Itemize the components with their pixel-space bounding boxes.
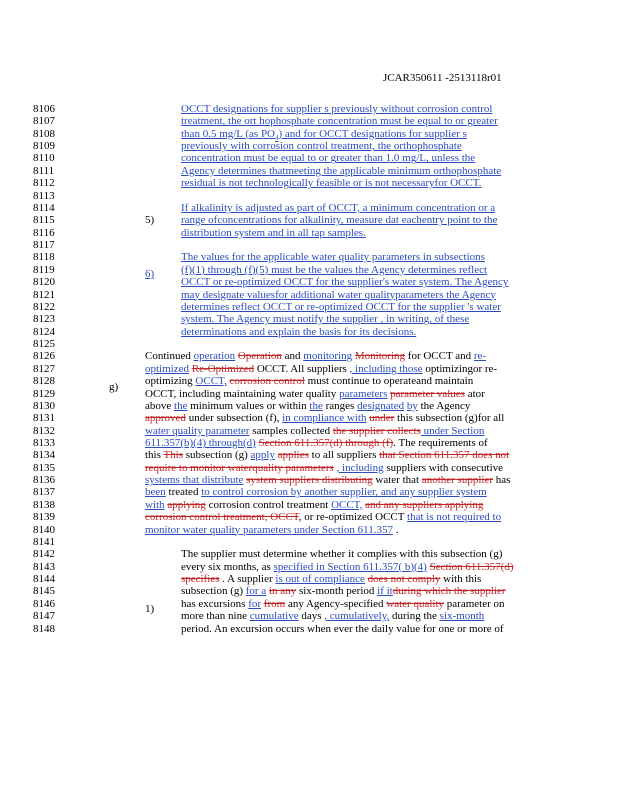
deleted-text: corrosion control <box>229 375 305 388</box>
text-line <box>181 623 504 635</box>
line-number: 8127 <box>33 362 55 375</box>
text-line <box>145 437 488 449</box>
deleted-text: require to monitor waterquality parameters <box>145 461 334 474</box>
text-line <box>181 202 495 214</box>
inserted-text: may designate valuesfor additional water qualityparameters the Agency <box>181 288 496 301</box>
line-number: 8108 <box>33 127 55 140</box>
inserted-text: by <box>406 399 418 412</box>
text-segment: parameter on <box>444 597 505 610</box>
line-number: 8129 <box>33 387 55 400</box>
text-segment: water that <box>372 474 422 487</box>
line-number: 8124 <box>33 325 55 338</box>
text-segment: any Agency-specified <box>285 597 387 610</box>
text-segment: more than nine <box>181 610 250 623</box>
text-line <box>145 363 497 375</box>
line-number: 8142 <box>33 548 55 561</box>
text-line <box>145 474 510 486</box>
inserted-text: if it <box>377 585 393 598</box>
inserted-text: that is not required to <box>407 511 502 524</box>
inserted-text: determines reflect OCCT or re-optimized OCCT for the supplier 's water <box>181 300 501 313</box>
text-segment: optimizingor re- <box>422 362 498 375</box>
text-segment: to all suppliers <box>308 449 380 462</box>
inserted-text: systems that distribute <box>145 474 244 487</box>
inserted-text: If alkalinity is adjusted as part of OCCT, a minimum concentration or a <box>181 201 496 214</box>
inserted-text: 4 <box>275 133 279 142</box>
text-line <box>145 449 509 461</box>
inserted-text: monitoring <box>303 350 353 363</box>
text-line <box>145 400 470 412</box>
inserted-text: Agency determines thatmeeting the applicable minimum orthophosphate <box>181 164 502 177</box>
text-line <box>181 548 502 560</box>
text-line <box>181 152 475 164</box>
deleted-text: another supplier <box>421 474 494 487</box>
deleted-text: during which the supplier <box>392 585 506 598</box>
deleted-text: in any <box>268 585 297 598</box>
inserted-text: cumulative <box>249 610 299 623</box>
text-line <box>181 214 497 226</box>
line-number: 8115 <box>33 214 55 227</box>
text-segment: under subsection (f), <box>185 412 283 425</box>
deleted-text: corrosion control treatment, OCCT <box>145 511 299 524</box>
inserted-text: apply <box>250 449 275 462</box>
deleted-text: This <box>163 449 184 462</box>
line-number: 8148 <box>33 622 55 635</box>
inserted-text: OCCT, <box>331 498 363 511</box>
inserted-text: been <box>145 486 166 499</box>
text-line <box>145 412 504 424</box>
text-segment: during the <box>389 610 440 623</box>
item-label-g: g) <box>109 381 119 393</box>
line-number: 8107 <box>33 115 55 128</box>
text-segment: minimum values or within <box>187 399 310 412</box>
line-number: 8114 <box>33 201 55 214</box>
inserted-text: in compliance with <box>282 412 367 425</box>
deleted-text: and any suppliers applying <box>365 498 484 511</box>
text-line <box>145 511 501 523</box>
line-number: 8144 <box>33 573 55 586</box>
inserted-text: OCCT, <box>195 375 227 388</box>
document-id-header: JCAR350611 -2513118r01 <box>383 72 502 84</box>
inserted-text: specified in Section 611.357( b)(4) <box>273 560 427 573</box>
text-line <box>181 251 485 263</box>
line-number: 8132 <box>33 424 55 437</box>
inserted-text: ) and for OCCT designations for supplier s <box>278 127 467 140</box>
line-number: 8131 <box>33 412 55 425</box>
inserted-text: previously with corrosion control treatment, the orthophosphate <box>181 140 462 153</box>
inserted-text: , including <box>336 461 384 474</box>
text-line <box>181 177 481 189</box>
line-number: 8112 <box>33 177 55 190</box>
text-segment: this <box>145 449 164 462</box>
text-line <box>181 264 487 276</box>
line-number: 8125 <box>33 338 55 351</box>
text-segment: OCCT, including maintaining water quality <box>145 387 340 400</box>
text-segment: every six months, as <box>181 560 274 573</box>
line-number: 8109 <box>33 140 55 153</box>
text-segment: . <box>392 523 399 536</box>
inserted-text: distribution system and in all tap samples. <box>181 226 366 239</box>
line-number: 8119 <box>33 263 55 276</box>
text-line <box>181 140 462 152</box>
deleted-text: Re-Optimized <box>191 362 255 375</box>
inserted-text: six-month <box>439 610 485 623</box>
line-number: 8133 <box>33 436 55 449</box>
text-segment: has excursions <box>181 597 249 610</box>
deleted-text: the supplier collects <box>332 424 421 437</box>
line-number: 8130 <box>33 399 55 412</box>
line-number: 8120 <box>33 276 55 289</box>
text-line <box>181 598 505 610</box>
inserted-text: , cumulatively, <box>324 610 390 623</box>
text-line <box>145 524 398 536</box>
text-line <box>181 165 501 177</box>
inserted-text: water quality parameter <box>145 424 250 437</box>
text-segment: corrosion control treatment <box>205 498 332 511</box>
text-segment: subsection (g) <box>183 449 251 462</box>
deleted-text: applying <box>167 498 206 511</box>
deleted-text: that Section 611.357 does not <box>379 449 510 462</box>
inserted-text: OCCT designations for supplier s previously without corrosion control <box>181 103 493 115</box>
line-number: 8118 <box>33 251 55 264</box>
inserted-text: designated <box>357 399 405 412</box>
inserted-text: (f)(1) through (f)(5) must be the values the Agency determines reflect <box>181 263 488 276</box>
item-label-6: 6) <box>145 268 155 280</box>
deleted-text: from <box>263 597 286 610</box>
text-segment: treated <box>165 486 202 499</box>
line-number: 8147 <box>33 610 55 623</box>
inserted-text: system. The Agency must notify the supplier , in writing, of these <box>181 313 470 326</box>
inserted-text: The values for the applicable water quality parameters in subsections <box>181 251 485 264</box>
text-line <box>145 499 483 511</box>
inserted-text: the <box>174 399 188 412</box>
line-number: 8122 <box>33 300 55 313</box>
text-line <box>181 301 501 313</box>
deleted-text: under <box>369 412 395 425</box>
text-line <box>181 610 484 622</box>
line-number: 8134 <box>33 449 55 462</box>
line-number: 8111 <box>33 164 55 177</box>
line-number: 8145 <box>33 585 55 598</box>
text-segment: for OCCT and <box>405 350 474 363</box>
text-line <box>145 425 484 437</box>
inserted-text: under Section <box>420 424 485 437</box>
text-segment: suppliers with consecutive <box>383 461 504 474</box>
deleted-text: applies <box>277 449 309 462</box>
inserted-text: , including those <box>349 362 423 375</box>
line-number: 8140 <box>33 523 55 536</box>
item-label-5: 5) <box>145 214 155 226</box>
text-line <box>145 350 486 362</box>
line-number: 8137 <box>33 486 55 499</box>
line-number: 8138 <box>33 498 55 511</box>
text-line <box>181 276 508 288</box>
text-segment: , or re-optimized OCCT <box>298 511 408 524</box>
text-line <box>181 227 366 239</box>
line-number: 8116 <box>33 226 55 239</box>
text-segment: ranges <box>322 399 358 412</box>
deleted-text: parameter values <box>390 387 465 400</box>
inserted-text: to control corrosion by another supplier, and any supplier system <box>201 486 487 499</box>
deleted-text: Section 611.357(d) through (f) <box>258 436 394 449</box>
inserted-text: is out of compliance <box>275 573 365 586</box>
text-line <box>181 103 492 115</box>
line-number: 8143 <box>33 560 55 573</box>
text-segment: samples collected <box>249 424 333 437</box>
text-segment: with this <box>440 573 482 586</box>
line-number: 8141 <box>33 535 55 548</box>
text-line <box>181 313 469 325</box>
deleted-text: Operation <box>237 350 282 363</box>
deleted-text: approved <box>145 412 186 425</box>
deleted-text: Section 611.357(d) <box>429 560 514 573</box>
item-label-1: 1) <box>145 603 155 615</box>
inserted-text: optimized <box>145 362 189 375</box>
line-number: 8136 <box>33 474 55 487</box>
text-segment: The supplier must determine whether it complies with this subsection (g) <box>181 548 503 561</box>
text-segment: . A supplier <box>219 573 276 586</box>
text-segment: days <box>298 610 325 623</box>
text-segment: period. An excursion occurs when ever the daily value for one or more of <box>181 622 504 635</box>
text-line <box>181 573 481 585</box>
line-number: 8139 <box>33 511 55 524</box>
inserted-text: range ofconcentrations for alkalinity, measure dat eachentry point to the <box>181 214 498 227</box>
inserted-text: monitor water quality parameters under Section 611.357 <box>145 523 393 536</box>
line-number: 8123 <box>33 313 55 326</box>
text-line <box>145 388 485 400</box>
line-number: 8113 <box>33 189 55 202</box>
line-number: 8126 <box>33 350 55 363</box>
text-segment: subsection (g) <box>181 585 246 598</box>
deleted-text: specifies <box>181 573 220 586</box>
text-segment: has <box>493 474 511 487</box>
text-segment: must continue to operateand maintain <box>304 375 474 388</box>
text-segment: ator <box>464 387 485 400</box>
line-number: 8110 <box>33 152 55 165</box>
inserted-text: operation <box>193 350 236 363</box>
inserted-text: 611.357(b)(4) through(d) <box>145 436 256 449</box>
text-segment: Continued <box>145 350 194 363</box>
inserted-text: re- <box>473 350 487 363</box>
inserted-text: for <box>248 597 262 610</box>
inserted-text: concentration must be equal to or greater than 1.0 mg/L, unless the <box>181 152 476 165</box>
line-number: 8121 <box>33 288 55 301</box>
inserted-text: for a <box>245 585 267 598</box>
line-number: 8117 <box>33 239 55 252</box>
text-line <box>181 289 496 301</box>
inserted-text: with <box>145 498 165 511</box>
inserted-text: determinations and explain the basis for its decisions. <box>181 325 417 338</box>
inserted-text: residual is not technologically feasible or is not necessaryfor OCCT. <box>181 177 482 190</box>
text-segment: six-month period <box>296 585 378 598</box>
deleted-text: system suppliers distributing <box>246 474 373 487</box>
text-segment: optimizing <box>145 375 196 388</box>
inserted-text: the <box>309 399 323 412</box>
text-line <box>181 326 416 338</box>
text-line <box>145 486 487 498</box>
deleted-text: water quality <box>386 597 445 610</box>
line-number: 8146 <box>33 597 55 610</box>
text-segment: and <box>281 350 304 363</box>
text-line <box>145 375 473 387</box>
text-segment: above <box>145 399 175 412</box>
line-number: 8135 <box>33 461 55 474</box>
text-segment: . The requirements of <box>393 436 488 449</box>
inserted-text: parameters <box>339 387 388 400</box>
text-line <box>145 462 503 474</box>
deleted-text: does not comply <box>367 573 441 586</box>
text-segment: OCCT. All suppliers <box>254 362 350 375</box>
inserted-text: treatment, the ort hophosphate concentration must be equal to or greater <box>181 115 498 128</box>
text-line <box>181 585 505 597</box>
text-line <box>181 561 514 573</box>
deleted-text: Monitoring <box>354 350 406 363</box>
line-number: 8106 <box>33 103 55 115</box>
text-segment: this subsection (g)for all <box>394 412 505 425</box>
text-line <box>181 115 498 127</box>
inserted-text: OCCT or re-optimized OCCT for the supplier's water system. The Agency <box>181 276 509 289</box>
inserted-text: than 0.5 mg/L (as PO <box>181 127 275 140</box>
text-segment: the Agency <box>417 399 471 412</box>
line-number: 8128 <box>33 375 55 388</box>
